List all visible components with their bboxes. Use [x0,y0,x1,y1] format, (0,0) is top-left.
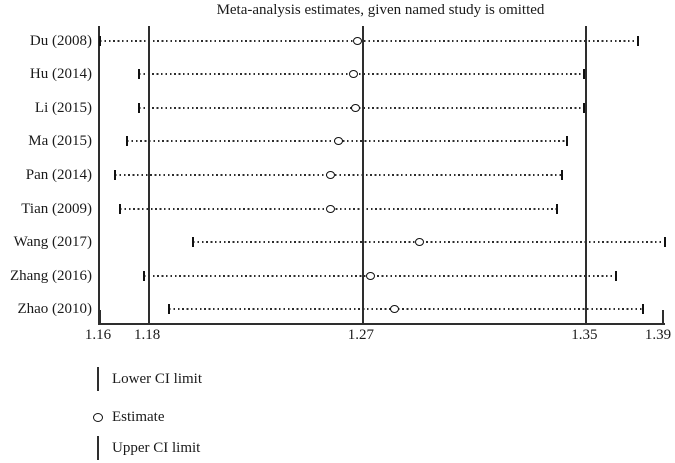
lower-ci-tick [168,304,170,314]
x-axis-tick-label: 1.18 [134,327,161,343]
upper-ci-tick [583,69,585,79]
estimate-marker [326,171,335,179]
x-axis-tick [585,310,587,323]
study-ci-dotted-line [127,140,567,142]
estimate-marker [349,70,358,78]
study-ci-dotted-line [144,275,616,277]
study-ci-dotted-line [120,208,557,210]
study-ci-dotted-line [139,73,584,75]
x-axis-tick-label: 1.39 [644,327,672,343]
lower-ci-tick [119,204,121,214]
study-label: Wang (2017) [13,234,92,251]
legend-label-lower-ci: Lower CI limit [112,371,202,387]
legend-item-estimate [90,403,350,431]
upper-ci-tick [561,170,563,180]
x-axis-tick [362,310,364,323]
study-label: Hu (2014) [29,66,92,83]
lower-ci-tick [143,271,145,281]
study-label: Zhang (2016) [9,267,92,284]
upper-ci-tick [566,136,568,146]
upper-ci-tick [615,271,617,281]
study-label: Li (2015) [34,99,92,116]
lower-ci-tick [192,237,194,247]
lower-ci-tick [126,136,128,146]
x-axis-tick [99,310,101,323]
estimate-marker [334,137,343,145]
legend-item-lower-ci [90,365,350,393]
x-axis-tick [148,310,150,323]
study-label: Du (2008) [29,32,92,49]
x-axis-tick-label: 1.16 [84,327,112,343]
lower-ci-tick [138,69,140,79]
study-ci-dotted-line [193,241,665,243]
upper-ci-limit-icon [97,436,99,460]
lower-ci-tick [114,170,116,180]
x-axis-tick-label: 1.27 [347,327,374,343]
lower-ci-tick [138,103,140,113]
study-label: Ma (2015) [28,133,92,150]
study-ci-dotted-line [100,40,638,42]
reference-line [585,26,587,323]
lower-ci-tick [99,36,101,46]
upper-ci-tick [583,103,585,113]
legend-label-estimate: Estimate [112,409,165,425]
upper-ci-tick [556,204,558,214]
upper-ci-tick [642,304,644,314]
lower-ci-limit-icon [97,367,99,391]
upper-ci-tick [664,237,666,247]
study-ci-dotted-line [169,308,643,310]
study-label: Tian (2009) [21,200,92,217]
x-axis-tick-label: 1.35 [571,327,598,343]
legend-item-upper-ci [90,434,350,462]
legend-label-upper-ci: Upper CI limit [112,440,201,456]
estimate-marker [326,205,335,213]
study-ci-dotted-line [139,107,584,109]
study-ci-dotted-line [115,174,562,176]
estimate-marker [366,272,375,280]
study-label: Pan (2014) [25,167,92,183]
estimate-circle-icon [93,413,103,422]
estimate-marker [390,305,399,313]
estimate-marker [415,238,424,246]
estimate-marker [351,104,360,112]
chart-title: Meta-analysis estimates, given named study is omitted [216,2,545,18]
upper-ci-tick [637,36,639,46]
plot-area [98,26,665,325]
study-label: Zhao (2010) [17,301,92,318]
x-axis-tick [662,310,664,323]
